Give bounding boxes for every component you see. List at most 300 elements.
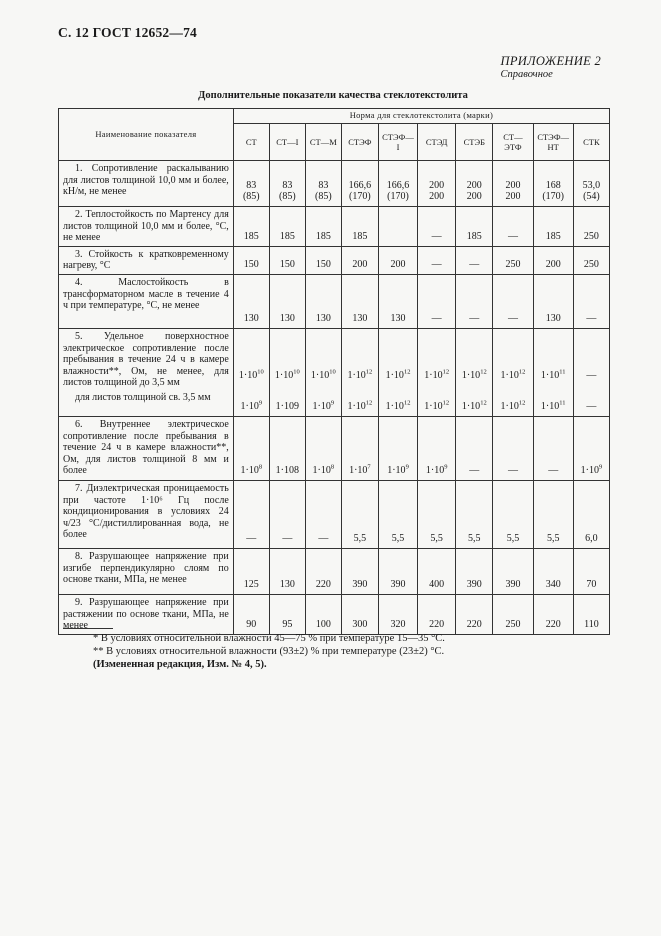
value-text: 185 [243,231,259,243]
value-text: 83 [318,179,329,191]
value-exponent: 12 [480,368,487,376]
value-cell [233,274,269,328]
value-cell [418,480,456,548]
value-text: 200 [429,179,445,191]
value-exponent: 12 [365,368,373,376]
value-text [235,370,268,382]
mark-header [456,124,493,161]
indicator-name-text: 6. Внутреннее электрическое сопротивление после пребывания в течение 24 ч в камере влажности**, Ом, для листов толщиной 8 мм и более [63,418,229,477]
mark-header-line: СТЭФ— [382,132,414,142]
value-cell [305,274,341,328]
value-text: 250 [583,259,599,271]
footnote-1: * В условиях относительной влажности 45—75 % при температуре 15—35 °С. [93,633,445,644]
value-text: 5,5 [468,533,481,545]
value-cell [341,161,378,207]
value-cell [533,161,573,207]
value-cell [533,328,573,416]
column-header-name: Наименование показателя [59,109,234,161]
value-cell [233,328,269,416]
value-text: 130 [279,313,295,325]
mark-header-line: СТЭБ [463,137,485,147]
indicator-name-text: 2. Теплостойкость по Мартенсу для листов толщиной 10,0 мм и более, °С, не менее [63,209,229,244]
value-text: 53,0 [582,179,601,191]
value-text: 200 [466,179,482,191]
table-row [59,594,610,634]
value-cell [378,246,417,274]
value-text: (85) [242,191,260,203]
value-cell [305,246,341,274]
value-text: 130 [352,313,368,325]
value-exponent: 11 [559,368,566,376]
table-row [59,246,610,274]
value-exponent: 12 [365,400,373,408]
indicator-name [59,328,234,416]
mark-header [533,124,573,161]
value-text: 130 [315,313,331,325]
value-cell [456,548,493,594]
value-cell [573,246,609,274]
value-cell [341,480,378,548]
value-cell-empty [378,207,417,247]
value-text: 166,6 [348,179,372,191]
value-text: 390 [352,579,368,591]
value-cell [305,594,341,634]
value-cell [493,548,533,594]
indicator-name [59,548,234,594]
value-text [343,401,377,413]
value-cell [456,274,493,328]
indicator-name [59,480,234,548]
value-base: 1·10 [500,369,519,381]
indicator-name-text-2: для листов толщиной св. 3,5 мм [75,391,211,403]
value-text [494,370,531,382]
value-cell [378,594,417,634]
value-text [535,465,572,477]
value-text [343,370,377,382]
value-text: 185 [352,231,368,243]
value-base: 1·10 [387,465,406,477]
indicator-name-text: 5. Удельное поверхностное электрическое сопротивление после пребывания в течение 24 ч в камере влажности**, Ом, не менее, для листов толщиной до 3,5 мм [63,330,229,389]
value-cell [305,548,341,594]
value-cell [378,416,417,480]
value-text: — [431,231,442,243]
value-cell [269,274,305,328]
value-cell [456,161,493,207]
value-text: (170) [387,191,409,203]
value-text: 220 [315,579,331,591]
footnote-divider [63,628,113,629]
value-text: 185 [466,231,482,243]
value-cell [233,246,269,274]
value-text: 300 [352,619,368,631]
value-exponent: 12 [442,368,450,376]
value-text [235,465,268,477]
value-text: — [431,259,442,271]
mark-header [269,124,305,161]
value-base: 1·10 [349,465,368,477]
value-cell [378,161,417,207]
value-cell [456,246,493,274]
value-cell [533,548,573,594]
value-text: — [507,231,518,243]
mark-header-line: СТ—I [276,137,299,147]
value-text: 200 [505,179,521,191]
value-cell [269,480,305,548]
value-text: — [507,313,518,325]
value-text [575,370,608,382]
value-cell [305,207,341,247]
value-text: 110 [584,619,599,631]
value-text [235,401,268,413]
value-base: 1·109 [275,401,299,413]
value-base: 1·10 [310,369,330,381]
value-cell [573,548,609,594]
value-text [307,465,340,477]
value-text [271,401,304,413]
value-text: 5,5 [391,533,405,545]
value-cell [305,416,341,480]
value-exponent: 10 [329,368,336,376]
value-cell [573,416,609,480]
value-text [380,465,416,477]
value-cell [305,328,341,416]
value-exponent: 11 [559,400,566,408]
value-cell [269,161,305,207]
appendix-label [501,55,601,81]
mark-header-line: СТЭД [425,137,448,147]
value-cell [233,207,269,247]
value-base: 1·10 [385,369,404,381]
value-cell [233,161,269,207]
value-cell [233,594,269,634]
table-title: Дополнительные показатели качества стеклотекстолита [198,90,468,101]
value-text [457,370,491,382]
value-text [343,465,377,477]
value-cell [533,207,573,247]
value-text [457,401,491,413]
value-cell [341,207,378,247]
value-text [535,401,572,413]
value-text: 340 [545,579,561,591]
value-text: 125 [243,579,259,591]
value-text: 6,0 [585,533,598,545]
value-text: 390 [390,579,406,591]
value-exponent: 9 [330,400,335,408]
value-text: 400 [429,579,445,591]
value-base: 1·10 [240,401,259,413]
value-text: 83 [282,179,293,191]
value-cell [341,274,378,328]
value-text: — [318,533,329,545]
value-text [419,370,454,382]
value-text: 5,5 [353,533,367,545]
value-cell [533,246,573,274]
indicator-name [59,416,234,480]
value-text: (85) [278,191,296,203]
appendix-title: ПРИЛОЖЕНИЕ 2 [500,54,601,68]
value-cell [533,594,573,634]
mark-header-line: СТЭФ— [537,132,570,142]
value-text [494,401,531,413]
quality-table [58,108,610,635]
value-cell [341,328,378,416]
value-base: 1·10 [347,401,366,413]
value-text [419,401,454,413]
value-text [307,401,340,413]
value-cell [341,594,378,634]
value-text [271,370,304,382]
value-text: 166,6 [386,179,410,191]
value-base: — [548,465,559,477]
value-cell [493,416,533,480]
value-text: 185 [279,231,295,243]
value-cell [418,274,456,328]
value-text: 250 [505,259,521,271]
value-cell [456,207,493,247]
value-base: — [469,465,480,477]
value-text [380,401,416,413]
value-text: 220 [545,619,561,631]
mark-header-line: СТ [245,137,257,147]
value-text: 185 [545,231,561,243]
mark-header [418,124,456,161]
value-exponent: 8 [258,464,263,472]
footnote-2: ** В условиях относительной влажности (93±2) % при температуре (23±2) °С. [93,646,445,657]
value-cell [493,328,533,416]
value-cell [573,207,609,247]
value-cell [418,246,456,274]
value-text [380,370,416,382]
value-text: (54) [583,191,600,203]
value-text: 185 [315,231,331,243]
value-cell [573,480,609,548]
value-cell [269,594,305,634]
value-base: 1·10 [540,369,560,381]
value-base: 1·108 [275,465,299,477]
value-text: 150 [279,259,295,271]
value-cell [493,246,533,274]
indicator-name [59,207,234,247]
value-text: — [282,533,293,545]
value-cell [233,480,269,548]
value-text: (170) [542,191,565,203]
table-row [59,480,610,548]
value-base: 1·10 [347,369,366,381]
value-cell [341,416,378,480]
value-base: — [586,401,597,413]
value-text: — [469,313,480,325]
value-base: 1·10 [540,401,560,413]
column-header-group: Норма для стеклотекстолита (марки) [233,109,609,124]
value-cell [418,161,456,207]
value-text: — [431,313,442,325]
indicator-name-text: 7. Диэлектрическая проницаемость при частоте 1·10⁶ Гц после кондиционирования в условиях 24 ч/23 °С/дистиллированная вода, не более [63,482,229,541]
value-text [575,401,608,413]
mark-header [378,124,417,161]
mark-header-line: НТ [547,142,559,152]
value-cell [269,246,305,274]
value-text [535,370,572,382]
indicator-name-text: 4. Маслостойкость в трансформаторном масле в течение 4 ч при температуре, °С, не менее [63,276,229,312]
value-text: 83 [246,179,257,191]
value-base: 1·10 [425,465,445,477]
value-text [419,465,454,477]
value-exponent: 10 [257,368,264,376]
indicator-name [59,246,234,274]
value-text: 130 [390,313,406,325]
value-cell [305,480,341,548]
value-base: — [586,369,597,381]
mark-header [233,124,269,161]
value-text: 5,5 [506,533,520,545]
value-cell [493,480,533,548]
value-cell [456,594,493,634]
value-base: 1·10 [312,401,331,413]
value-base: 1·10 [238,369,258,381]
value-cell [573,161,609,207]
value-exponent: 12 [442,400,450,408]
table-row [59,328,610,416]
value-exponent: 12 [480,400,487,408]
value-cell [573,594,609,634]
value-base: 1·10 [424,401,443,413]
edition-note: (Измененная редакция, Изм. № 4, 5). [93,659,267,670]
value-text: 130 [279,579,295,591]
value-text: — [246,533,257,545]
value-cell [305,161,341,207]
value-cell [269,207,305,247]
value-cell [233,416,269,480]
mark-header-line: СТ—М [309,137,337,147]
value-text: 130 [545,313,561,325]
mark-header [341,124,378,161]
value-cell [269,328,305,416]
table-row [59,161,610,207]
value-text [457,465,491,477]
value-text: 70 [586,579,597,591]
mark-header-line: СТ— [503,132,523,142]
document-header: С. 12 ГОСТ 12652—74 [58,25,197,40]
value-exponent: 10 [293,368,300,376]
value-cell [493,207,533,247]
table-row [59,548,610,594]
value-cell [573,274,609,328]
value-text: 5,5 [430,533,443,545]
value-text: 100 [315,619,331,631]
value-text: 390 [466,579,482,591]
value-cell [341,246,378,274]
indicator-name [59,274,234,328]
value-base: — [507,465,518,477]
value-text: 150 [243,259,259,271]
footnotes [93,632,445,671]
value-text: 220 [429,619,445,631]
value-base: 1·10 [461,369,481,381]
value-cell [418,548,456,594]
indicator-name-text: 9. Разрушающее напряжение при растяжении по основе ткани, МПа, не менее [63,596,229,632]
value-cell [533,416,573,480]
value-cell [456,328,493,416]
value-exponent: 9 [405,464,409,472]
value-base: 1·10 [274,369,294,381]
value-base: 1·10 [385,401,404,413]
value-text: 200 [545,259,561,271]
value-cell [418,328,456,416]
table-body [59,161,610,635]
indicator-name-text: 8. Разрушающее напряжение при изгибе перпендикулярно слоям по основе ткани, МПа, не менее [63,550,229,586]
value-cell [533,274,573,328]
mark-header-line: СТЭФ [348,137,372,147]
value-exponent: 9 [598,464,603,472]
value-cell [456,416,493,480]
value-cell [378,548,417,594]
value-text: 90 [246,619,257,631]
value-text: (85) [315,191,332,203]
value-base: 1·10 [500,401,519,413]
value-cell [493,274,533,328]
indicator-name-text: 3. Стойкость к кратковременному нагреву, °С [63,248,229,272]
value-text: 250 [583,231,599,243]
value-text: (170) [349,191,371,203]
value-cell [269,548,305,594]
table-row [59,207,610,247]
value-exponent: 9 [444,464,448,472]
value-text: 130 [243,313,259,325]
mark-header-line: СТК [583,137,600,147]
mark-header-line: I [396,142,400,152]
mark-header [305,124,341,161]
value-base: 1·10 [461,401,481,413]
value-text: 320 [390,619,406,631]
value-text [307,370,340,382]
value-text: 200 [429,191,445,203]
value-cell [573,328,609,416]
value-cell [418,594,456,634]
mark-header [493,124,533,161]
value-text: 250 [505,619,521,631]
value-text [271,465,304,477]
value-cell [378,328,417,416]
table-row [59,416,610,480]
value-base: 1·10 [580,465,599,477]
value-text: 95 [282,619,293,631]
indicator-name-text: 1. Сопротивление раскалыванию для листов толщиной 10,0 мм и более, кН/м, не менее [63,163,229,198]
value-cell [378,274,417,328]
value-cell [418,416,456,480]
value-exponent: 12 [518,400,526,408]
value-text: 168 [545,179,561,191]
value-cell [341,548,378,594]
value-text: — [469,259,480,271]
mark-header [573,124,609,161]
value-base: 1·10 [240,465,259,477]
appendix-subtitle: Справочное [500,69,553,80]
value-cell [456,480,493,548]
value-text: 200 [390,259,406,271]
value-exponent: 12 [403,368,411,376]
value-cell [493,161,533,207]
value-cell [233,548,269,594]
value-cell [418,207,456,247]
value-text: 200 [466,191,482,203]
indicator-name [59,161,234,207]
value-text: 390 [505,579,521,591]
value-text: 150 [315,259,331,271]
value-text [494,465,531,477]
table-row [59,274,610,328]
value-cell [269,416,305,480]
value-text [575,465,608,477]
